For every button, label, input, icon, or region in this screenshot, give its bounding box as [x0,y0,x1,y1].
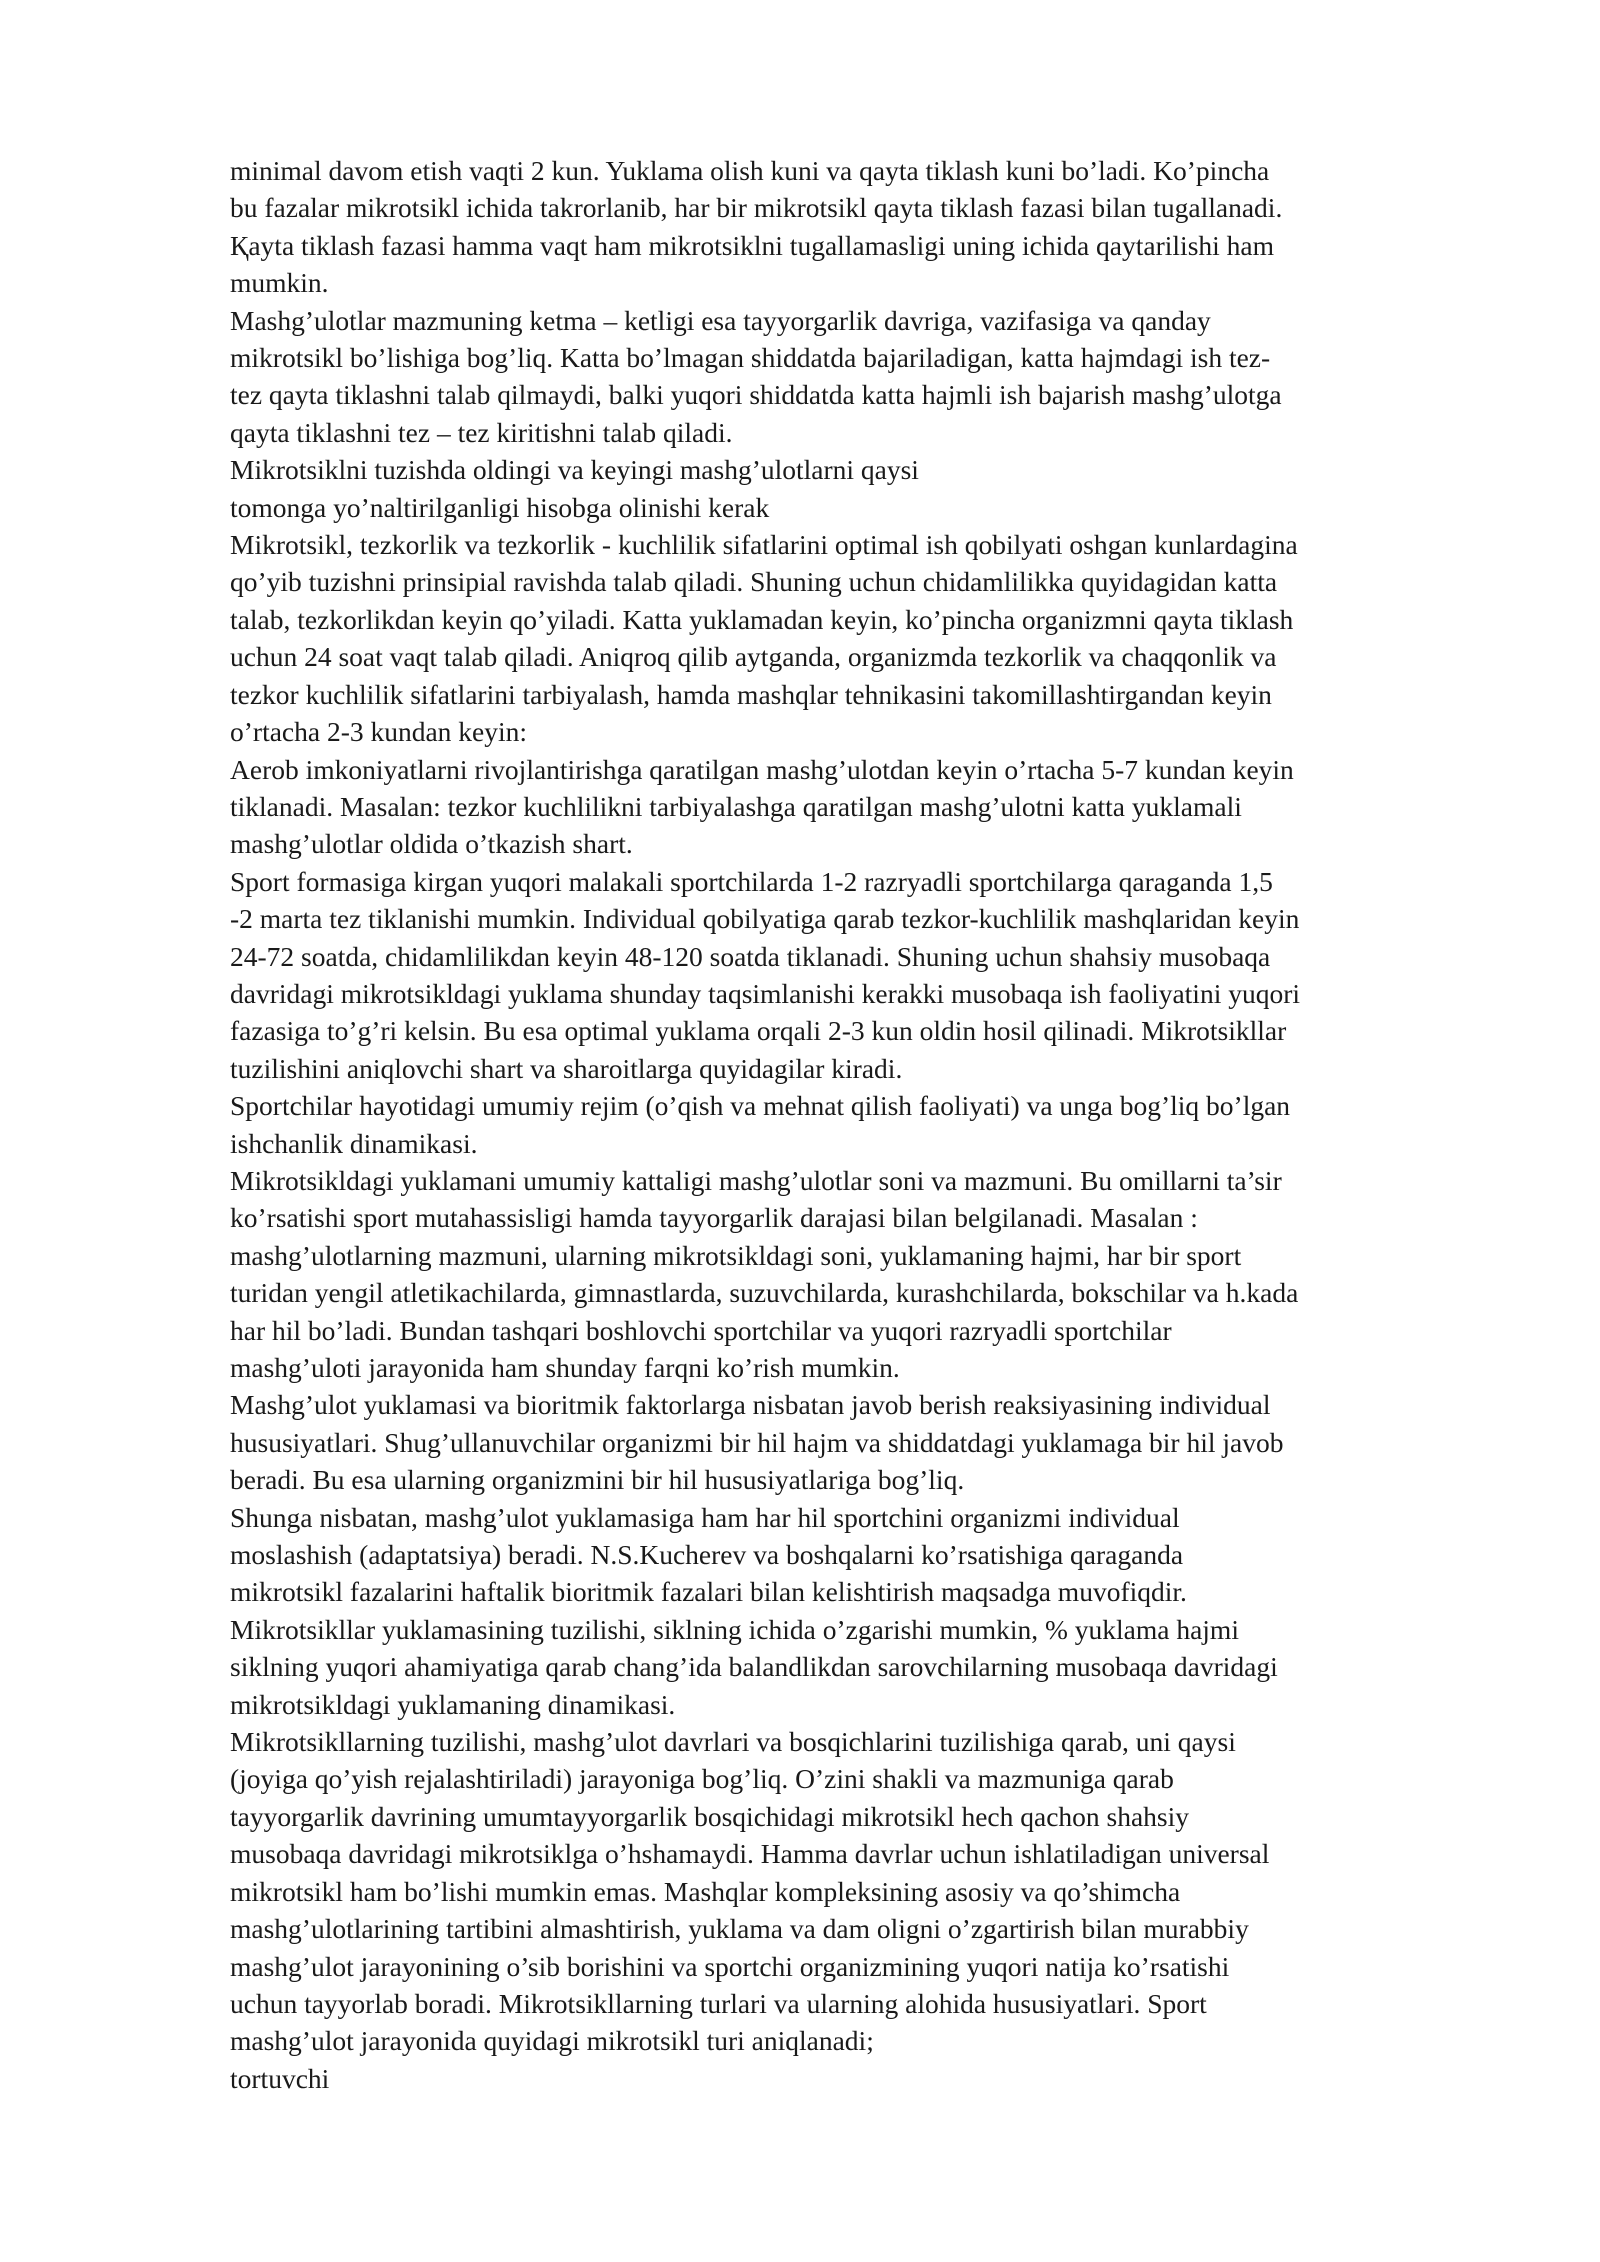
paragraph: tortuvchi [230,2062,330,2094]
paragraph: Mikrotsikldagi yuklamani umumiy kattaligi mashg’ulotlar soni va mazmuni. Bu omillarni ta’sir ko’rsatishi sport mutahassisligi hamda tayyorgarlik darajasi bilan belgilanadi. Masalan : mashg’ulotlarning mazmuni, ularning mikrotsikldagi soni, yuklamaning hajmi, har bir sport turidan yengil atletikachilarda, gimnastlarda, suzuvchilarda, kurashchilarda, bokschilar va h.kada har hil bo’ladi. Bundan tashqari boshlovchi sportchilar va yuqori razryadli sportchilar mashg’uloti jarayonida ham shunday farqni ko’rish mumkin. [230,1164,1299,1383]
paragraph: minimal davom etish vaqti 2 kun. Yuklama olish kuni va qayta tiklash kuni bo’ladi. Ko’pincha bu fazalar mikrotsikl ichida takrorlanib, har bir mikrotsikl qayta tiklash fazasi bilan tugallanadi. Қayta tiklash fazasi hamma vaqt ham mikrotsiklni tugallamasligi uning ichida qaytarilishi ham mumkin. [230,155,1283,299]
paragraph: Mikrotsikllarning tuzilishi, mashg’ulot davrlari va bosqichlarini tuzilishiga qarab, uni qaysi (joyiga qo’yish rejalashtiriladi) jarayoniga bog’liq. O’zini shakli va mazmuniga qarab tayyorgarlik davrining umumtayyorgarlik bosqichidagi mikrotsikl hech qachon shahsiy musobaqa davridagi mikrotsiklga o’hshamaydi. Hamma davrlar uchun ishlatiladigan universal mikrotsikl ham bo’lishi mumkin emas. Mashqlar kompleksining asosiy va qo’shimcha mashg’ulotlarining tartibini almashtirish, yuklama va dam oligni o’zgartirish bilan murabbiy mashg’ulot jarayonining o’sib borishini va sportchi organizmining yuqori natija ko’rsatishi uchun tayyorlab boradi. Mikrotsikllarning turlari va ularning alohida hususiyatlari. Sport mashg’ulot jarayonida quyidagi mikrotsikl turi aniqlanadi; [230,1726,1270,2057]
paragraph: Mikrotsikllar yuklamasining tuzilishi, siklning ichida o’zgarishi mumkin, % yuklama hajmi siklning yuqori ahamiyatiga qarab chang’ida balandlikdan sarovchilarning musobaqa davridagi mikrotsikldagi yuklamaning dinamikasi. [230,1613,1278,1720]
paragraph: Mashg’ulot yuklamasi va bioritmik faktorlarga nisbatan javob berish reaksiyasining individual hususiyatlari. Shug’ullanuvchilar organizmi bir hil hajm va shiddatdagi yuklamaga bir hil javob beradi. Bu esa ularning organizmini bir hil hususiyatlariga bog’liq. [230,1389,1284,1496]
paragraph: Mikrotsiklni tuzishda oldingi va keyingi mashg’ulotlarni qaysi tomonga yo’naltirilganligi hisobga olinishi kerak [230,454,919,523]
paragraph: Mashg’ulotlar mazmuning ketma – ketligi esa tayyorgarlik davriga, vazifasiga va qanday mikrotsikl bo’lishiga bog’liq. Katta bo’lmagan shiddatda bajariladigan, katta hajmdagi ish tez- tez qayta tiklashni talab qilmaydi, balki yuqori shiddatda katta hajmli ish bajarish mashg’ulotga qayta tiklashni tez – tez kiritishni talab qiladi. [230,304,1282,448]
paragraph: Mikrotsikl, tezkorlik va tezkorlik - kuchlilik sifatlarini optimal ish qobilyati oshgan kunlardagina qo’yib tuzishni prinsipial ravishda talab qiladi. Shuning uchun chidamlilikka quyidagidan katta talab, tezkorlikdan keyin qo’yiladi. Katta yuklamadan keyin, ko’pincha organizmni qayta tiklash uchun 24 soat vaqt talab qiladi. Aniqroq qilib aytganda, organizmda tezkorlik va chaqqonlik va tezkor kuchlilik sifatlarini tarbiyalash, hamda mashqlar tehnikasini takomillashtirgandan keyin o’rtacha 2-3 kundan keyin: [230,529,1298,748]
paragraph: Sport formasiga kirgan yuqori malakali sportchilarda 1-2 razryadli sportchilarga qaraganda 1,5 -2 marta tez tiklanishi mumkin. Individual qobilyatiga qarab tezkor-kuchlilik mashqlaridan keyin 24-72 soatda, chidamlilikdan keyin 48-120 soatda tiklanadi. Shuning uchun shahsiy musobaqa davridagi mikrotsikldagi yuklama shunday taqsimlanishi kerakki musobaqa ish faoliyatini yuqori fazasiga to’g’ri kelsin. Bu esa optimal yuklama orqali 2-3 kun oldin hosil qilinadi. Mikrotsikllar tuzilishini aniqlovchi shart va sharoitlarga quyidagilar kiradi. [230,865,1301,1084]
paragraph: Aerob imkoniyatlarni rivojlantirishga qaratilgan mashg’ulotdan keyin o’rtacha 5-7 kundan keyin tiklanadi. Masalan: tezkor kuchlilikni tarbiyalashga qaratilgan mashg’ulotni katta yuklamali mashg’ulotlar oldida o’tkazish shart. [230,753,1294,860]
paragraph: Shunga nisbatan, mashg’ulot yuklamasiga ham har hil sportchini organizmi individual moslashish (adaptatsiya) beradi. N.S.Kucherev va boshqalarni ko’rsatishiga qaraganda mikrotsikl fazalarini haftalik bioritmik fazalari bilan kelishtirish maqsadga muvofiqdir. [230,1501,1187,1608]
document-body [230,152,1510,2097]
paragraph: Sportchilar hayotidagi umumiy rejim (o’qish va mehnat qilish faoliyati) va unga bog’liq bo’lgan ishchanlik dinamikasi. [230,1090,1291,1159]
